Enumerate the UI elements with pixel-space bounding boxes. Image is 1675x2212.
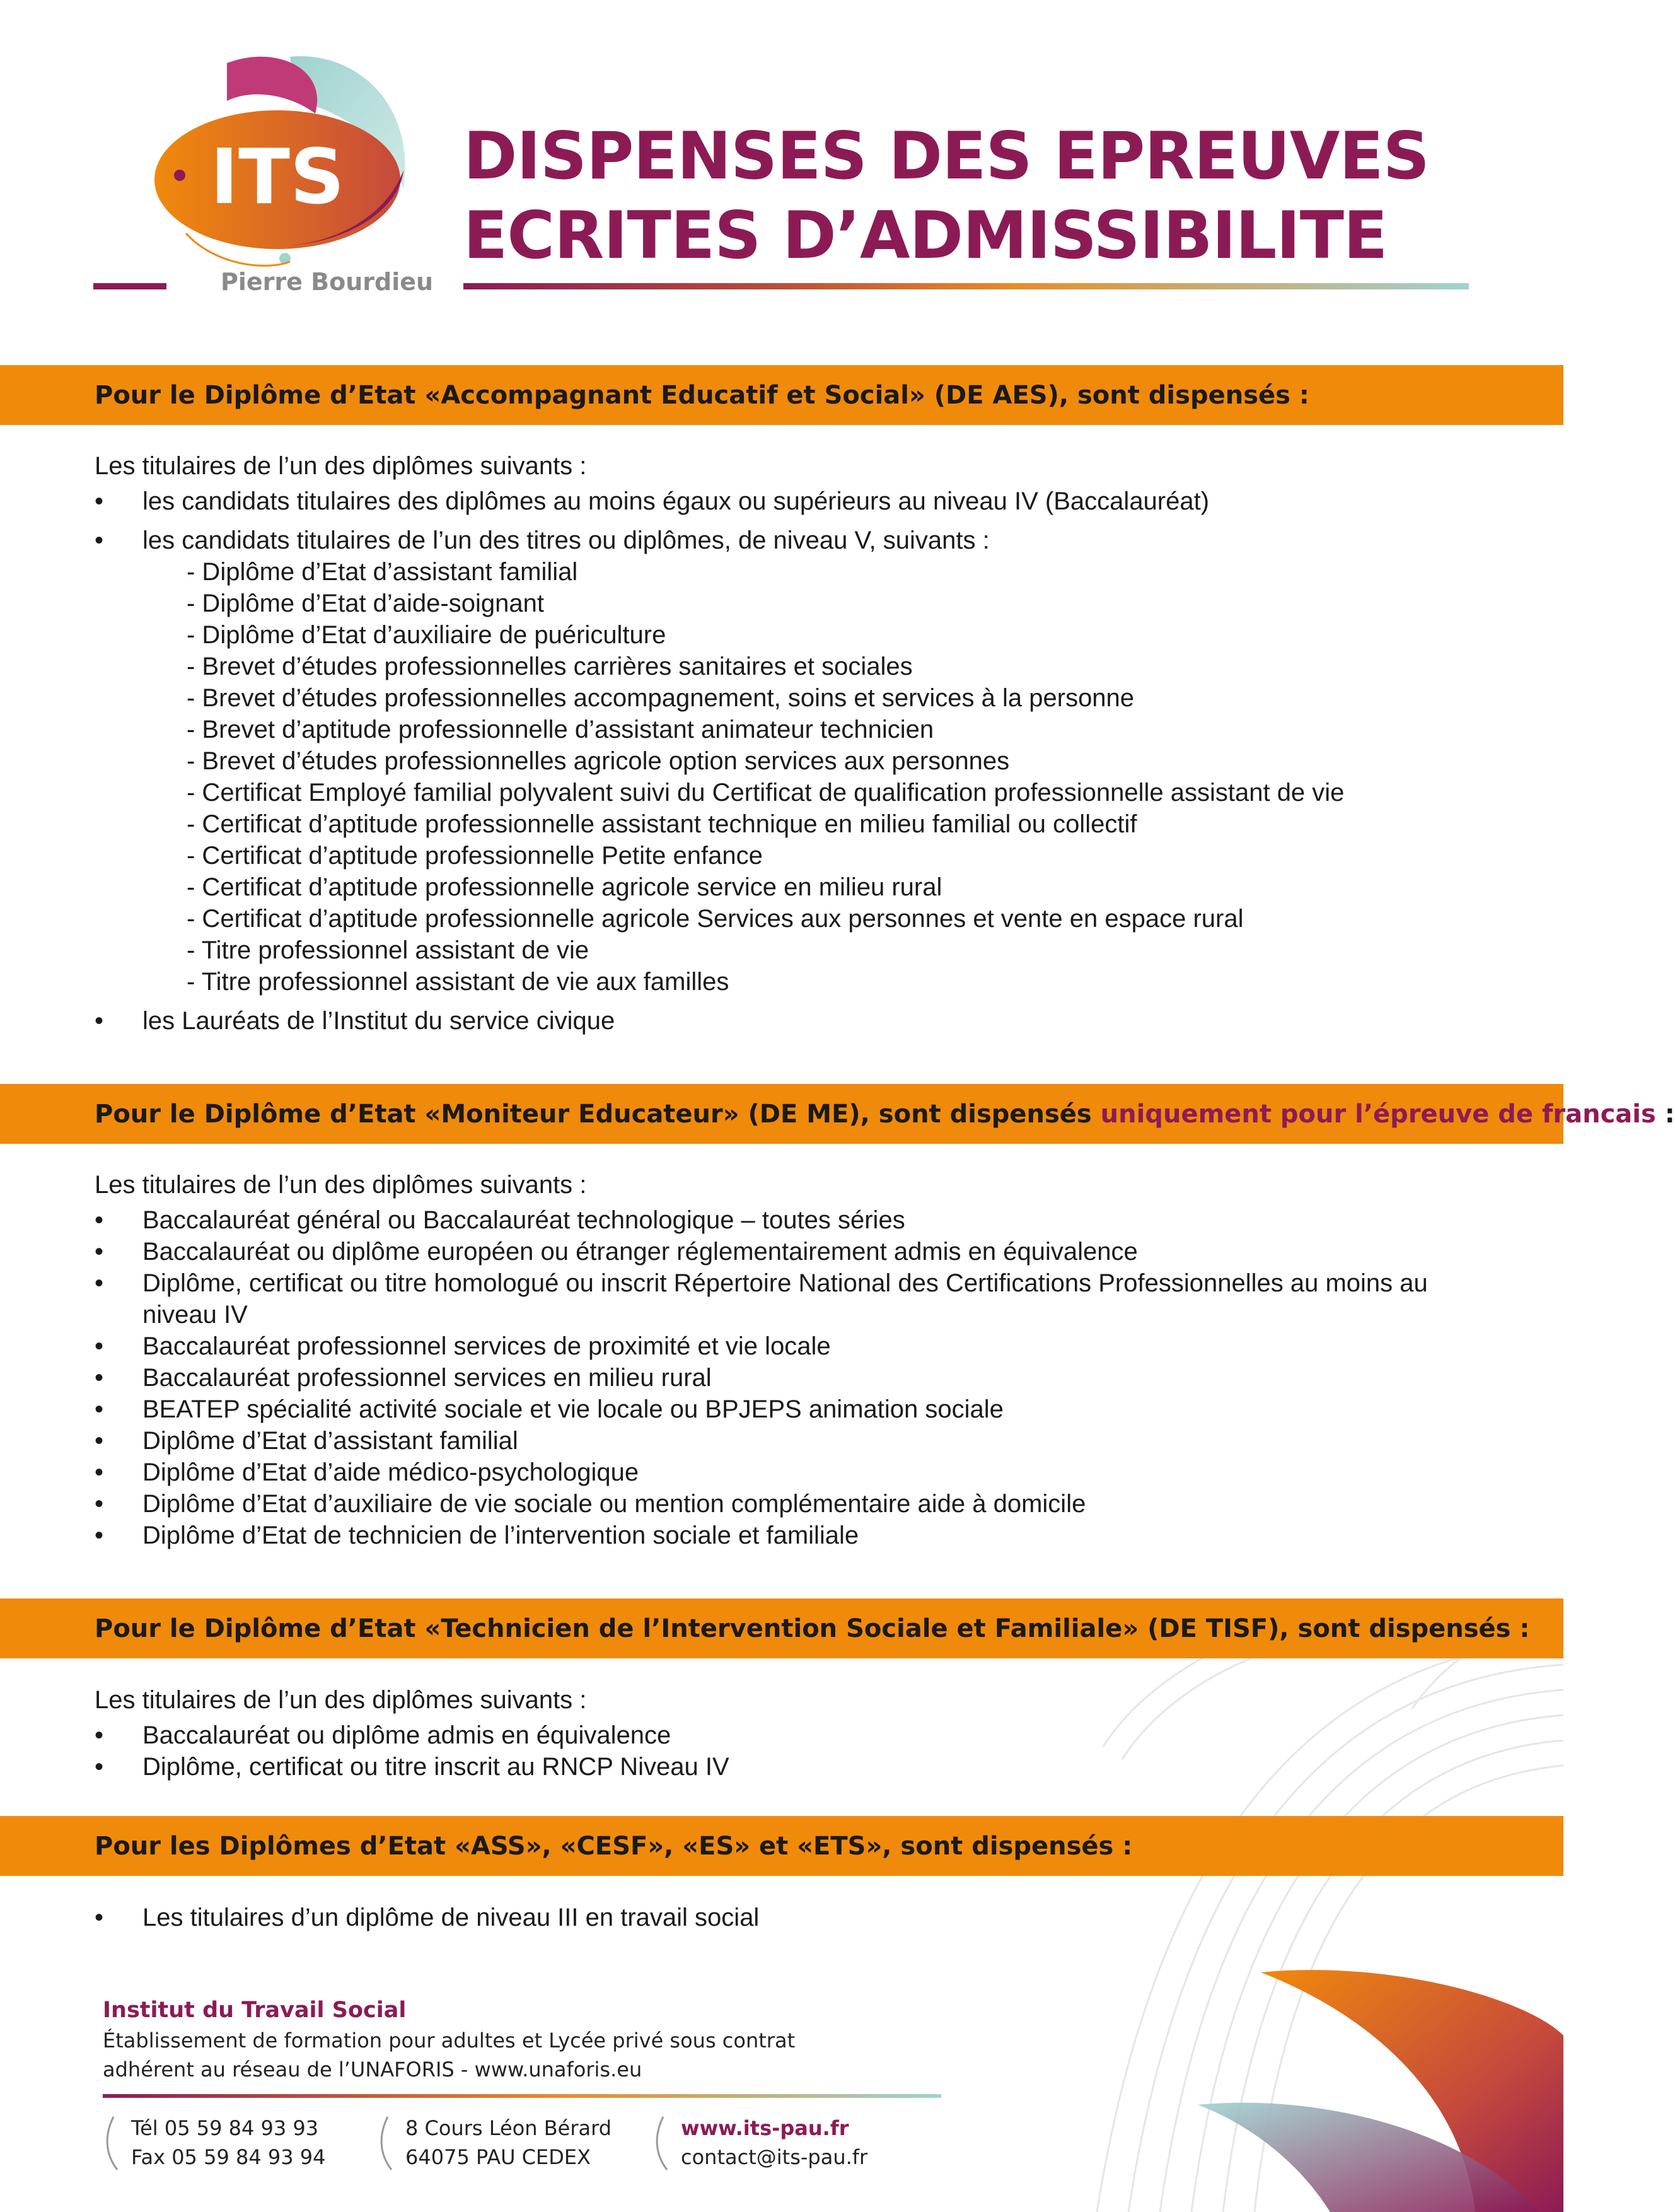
- aes-bullet-niveau-v: • les candidats titulaires de l’un des titres ou diplômes, de niveau V, suivants :: [95, 525, 1469, 556]
- list-item: • Diplôme, certificat ou titre homologué ou inscrit Répertoire National des Certifications Professionnelles au moins au niveau IV: [95, 1267, 1469, 1330]
- list-item: • BEATEP spécialité activité sociale et vie locale ou BPJEPS animation sociale: [95, 1394, 1469, 1425]
- section-tisf-content: [95, 1680, 1469, 1783]
- list-item: - Diplôme d’Etat d’auxiliaire de puériculture: [187, 621, 666, 649]
- list-item: • Diplôme d’Etat d’auxiliaire de vie sociale ou mention complémentaire aide à domicile: [95, 1488, 1469, 1520]
- aes-bullet-niveau-iv: • les candidats titulaires des diplômes au moins égaux ou supérieurs au niveau IV (Baccalauréat): [95, 486, 1469, 517]
- title-gradient-rule: [463, 283, 1469, 289]
- page-title: [463, 117, 1429, 276]
- me-title-start: Pour le Diplôme d’Etat «Moniteur Educateur» (DE ME), sont dispensés: [95, 1099, 1101, 1129]
- section-bar-me: [0, 1084, 1675, 1144]
- aes-intro: Les titulaires de l’un des diplômes suivants :: [95, 452, 587, 480]
- list-item: • Baccalauréat ou diplôme européen ou étranger réglementairement admis en équivalence: [95, 1236, 1469, 1267]
- logo-subtitle: Pierre Bourdieu: [221, 268, 434, 296]
- list-item: • Baccalauréat général ou Baccalauréat technologique – toutes séries: [95, 1204, 1469, 1236]
- footer-gradient-rule: [103, 2094, 941, 2098]
- section-ass-content: [95, 1902, 1469, 1933]
- footer-email-link[interactable]: contact@its-pau.fr: [681, 2145, 868, 2169]
- corner-swoosh-decoration: [1122, 1960, 1563, 2212]
- footer-website-link[interactable]: www.its-pau.fr: [681, 2116, 849, 2140]
- list-item: • Diplôme d’Etat d’assistant familial: [95, 1425, 1469, 1457]
- footer-tel: Tél 05 59 84 93 93: [131, 2116, 319, 2140]
- logo-text: ITS: [210, 134, 345, 221]
- list-item: - Certificat Employé familial polyvalent suivi du Certificat de qualification professionnelle assistant de vie: [187, 779, 1345, 806]
- me-intro: Les titulaires de l’un des diplômes suivants :: [95, 1171, 587, 1199]
- list-item: - Titre professionnel assistant de vie: [187, 936, 589, 964]
- list-item: - Diplôme d’Etat d’aide-soignant: [187, 590, 544, 617]
- title-line-2: ECRITES D’ADMISSIBILITE: [463, 198, 1388, 274]
- footer-web-block: [681, 2114, 867, 2172]
- list-item: - Brevet d’études professionnelles carrières sanitaires et sociales: [187, 653, 913, 680]
- list-item: • Diplôme d’Etat d’aide médico-psychologique: [95, 1457, 1469, 1488]
- list-item: - Titre professionnel assistant de vie aux familles: [187, 968, 729, 996]
- list-item: - Certificat d’aptitude professionnelle agricole service en milieu rural: [187, 873, 942, 901]
- list-item: • Diplôme, certificat ou titre inscrit au RNCP Niveau IV: [95, 1751, 1469, 1783]
- section-bar-ass: Pour les Diplômes d’Etat «ASS», «CESF», «ES» et «ETS», sont dispensés :: [0, 1816, 1563, 1876]
- list-item: • Baccalauréat professionnel services de proximité et vie locale: [95, 1330, 1469, 1362]
- footer-desc-line-1: Établissement de formation pour adultes et Lycée privé sous contrat: [103, 2029, 796, 2052]
- list-item: - Brevet d’aptitude professionnelle d’assistant animateur technicien: [187, 716, 934, 743]
- me-title-end: :: [1655, 1099, 1675, 1129]
- bracket-icon: [375, 2116, 394, 2172]
- its-logo: [88, 44, 429, 303]
- list-item: - Brevet d’études professionnelles accompagnement, soins et services à la personne: [187, 684, 1135, 712]
- me-title-accent: uniquement pour l’épreuve de francais: [1100, 1099, 1656, 1129]
- footer-fax: Fax 05 59 84 93 94: [131, 2145, 326, 2169]
- footer-address-block: [405, 2114, 611, 2172]
- footer-address-line-1: 8 Cours Léon Bérard: [405, 2116, 612, 2140]
- bracket-icon: [651, 2116, 669, 2172]
- footer-address-line-2: 64075 PAU CEDEX: [405, 2145, 591, 2169]
- footer-description: [103, 2026, 795, 2084]
- section-me-content: [95, 1165, 1469, 1551]
- list-item: • Les titulaires d’un diplôme de niveau III en travail social: [95, 1902, 1469, 1933]
- section-bar-tisf: Pour le Diplôme d’Etat «Technicien de l’Intervention Sociale et Familiale» (DE TISF), sont dispensés :: [0, 1598, 1563, 1658]
- footer-institution: Institut du Travail Social: [103, 1998, 407, 2023]
- section-aes-content: [95, 446, 1469, 1037]
- aes-bullet-service-civique: • les Lauréats de l’Institut du service civique: [95, 1005, 1469, 1037]
- list-item: • Diplôme d’Etat de technicien de l’intervention sociale et familiale: [95, 1520, 1469, 1551]
- aes-sublist: [95, 556, 1469, 998]
- list-item: - Brevet d’études professionnelles agricole option services aux personnes: [187, 747, 1010, 775]
- footer-phone-block: [131, 2114, 325, 2172]
- list-item: - Certificat d’aptitude professionnelle agricole Services aux personnes et vente en espace rural: [187, 905, 1244, 933]
- bracket-icon: [101, 2116, 120, 2172]
- list-item: - Certificat d’aptitude professionnelle assistant technique en milieu familial ou collectif: [187, 810, 1137, 838]
- list-item: • Baccalauréat professionnel services en milieu rural: [95, 1362, 1469, 1394]
- tisf-intro: Les titulaires de l’un des diplômes suivants :: [95, 1686, 587, 1714]
- list-item: • Baccalauréat ou diplôme admis en équivalence: [95, 1720, 1469, 1751]
- list-item: - Certificat d’aptitude professionnelle Petite enfance: [187, 842, 763, 870]
- title-line-1: DISPENSES DES EPREUVES: [463, 119, 1429, 194]
- section-bar-aes: Pour le Diplôme d’Etat «Accompagnant Educatif et Social» (DE AES), sont dispensés :: [0, 365, 1563, 425]
- footer-desc-line-2: adhérent au réseau de l’UNAFORIS - www.unaforis.eu: [103, 2058, 642, 2081]
- list-item: - Diplôme d’Etat d’assistant familial: [187, 558, 578, 586]
- header-left-rule: [93, 283, 166, 289]
